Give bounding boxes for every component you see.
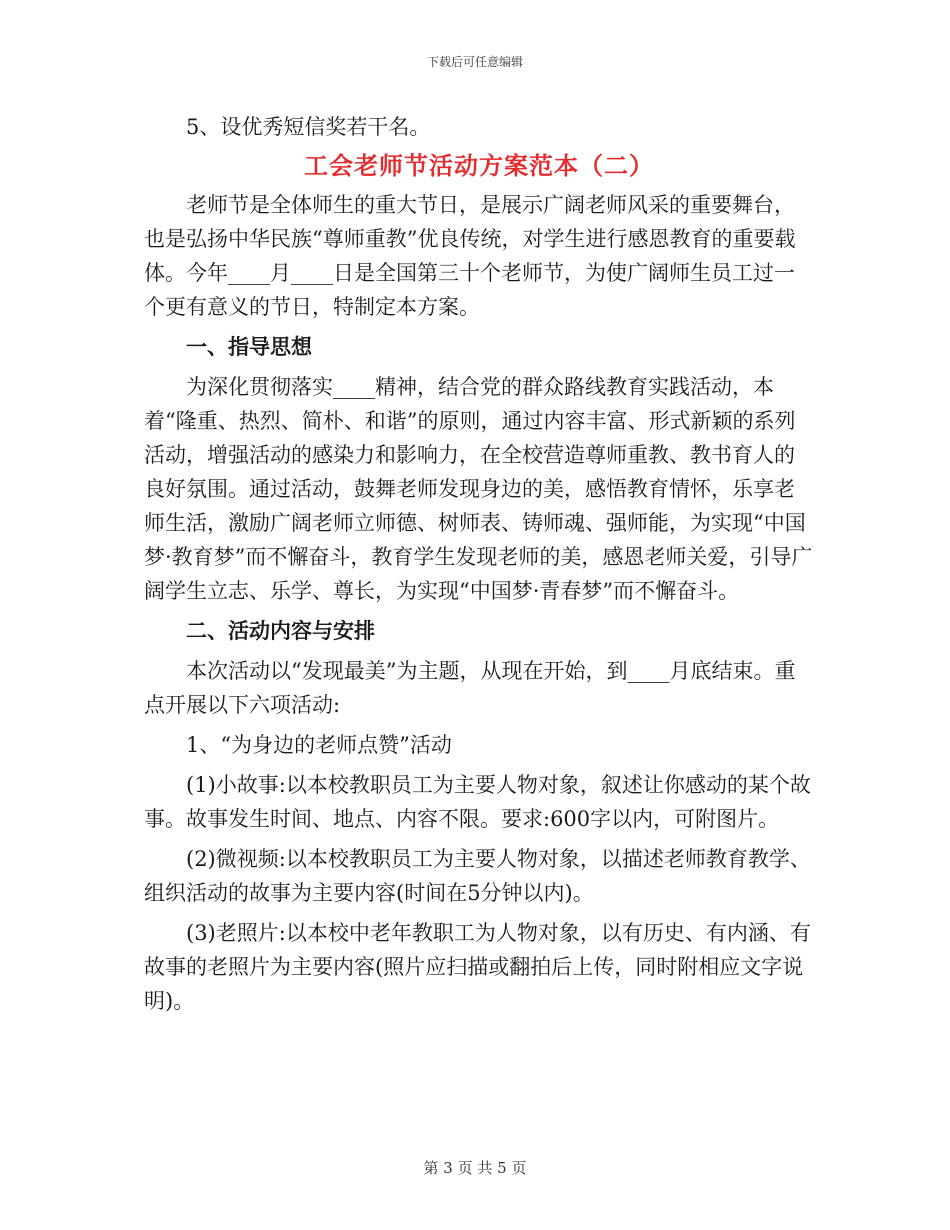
activity-1-item-3: (3)老照片:以本校中老年教职工为人物对象，以有历史、有内涵、有故事的老照片为主要内容(照片应扫描或翻拍后上传，同时附相应文字说明)。 [144, 921, 811, 1013]
activity-1-item-1: (1)小故事:以本校教职员工为主要人物对象，叙述让你感动的某个故事。故事发生时间、地点、内容不限。要求:600字以内，可附图片。 [144, 773, 811, 831]
item-5-text: 5、设优秀短信奖若干名。 [186, 115, 431, 139]
page-header-note: 下载后可任意编辑 [426, 55, 523, 69]
document-body [144, 110, 814, 1018]
section-2-paragraph: 本次活动以“发现最美”为主题，从现在开始，到____月底结束。重点开展以下六项活动: [144, 659, 796, 717]
document-title: 工会老师节活动方案范本（二） [304, 151, 654, 180]
section-1-heading: 一、指导思想 [186, 335, 312, 359]
intro-paragraph: 老师节是全体师生的重大节日，是展示广阔老师风采的重要舞台，也是弘扬中华民族“尊师重教”优良传统，对学生进行感恩教育的重要载体。今年____月____日是全国第三十个老师节，为使广阔师生员工过一个更有意义的节日，特制定本方案。 [144, 193, 796, 319]
section-1-paragraph: 为深化贯彻落实____精神，结合党的群众路线教育实践活动，本着“隆重、热烈、简朴、和谐”的原则，通过内容丰富、形式新颖的系列活动，增强活动的感染力和影响力，在全校营造尊师重教、教书育人的良好氛围。通过活动，鼓舞老师发现身边的美，感悟教育情怀，乐享老师生活，激励广阔老师立师德、树师表、铸师魂、强师能，为实现“中国梦·教育梦”而不懈奋斗，教育学生发现老师的美，感恩老师关爱，引导广阔学生立志、乐学、尊长，为实现“中国梦·青春梦”而不懈奋斗。 [144, 375, 813, 603]
section-2-heading: 二、活动内容与安排 [186, 619, 375, 643]
page-footer-number: 第 3 页 共 5 页 [423, 1159, 527, 1177]
activity-1-title: 1、“为身边的老师点赞”活动 [186, 733, 452, 757]
activity-1-item-2: (2)微视频:以本校教职员工为主要人物对象，以描述老师教育教学、组织活动的故事为主要内容(时间在5分钟以内)。 [144, 847, 811, 905]
